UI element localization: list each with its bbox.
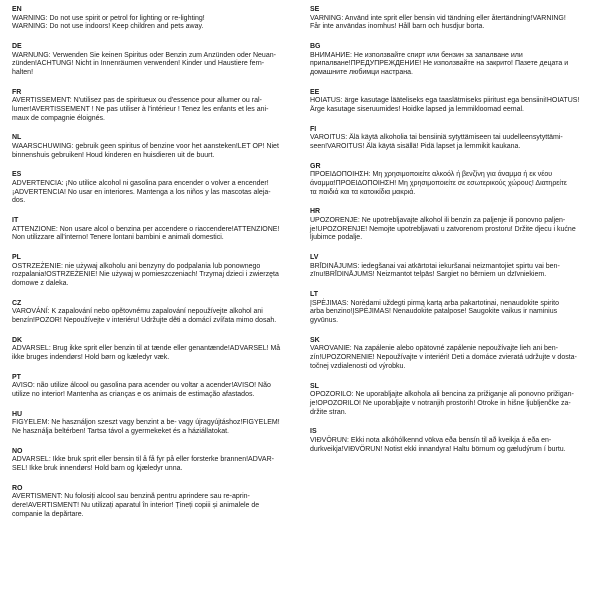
lang-code: SE [310,6,320,13]
right-column [310,6,592,600]
warning-text: BRĪDINĀJUMS: iedegšanai vai atkārtotai iekuršanai neizmantojiet spirtu vai ben- zīnu!BRĪDINĀJUMS! Neizmantot telpās! Sargiet no bērniem un dzīvniekiem. [310,262,560,279]
lang-code: LV [310,254,319,262]
lang-code: DK [12,336,23,344]
lang-code: BG [310,43,321,50]
lang-code: PL [12,254,21,262]
lang-code: RO [12,484,23,492]
lang-block-sl [310,383,592,429]
lang-block-hu [12,411,292,448]
lang-block-se [310,6,592,43]
lang-code: PT [12,373,21,381]
warning-text: ΠΡΟΕΙΔΟΠΟΙΗΣΗ: Μη χρησιμοποιείτε αλκοόλ ή βενζίνη για άναμμα ή εκ νέου άναμμα!ΠΡΟΕΙΔΟΠΟΙΗΣΗ! Μη χρησιμοποιείτε σε εσωτερικούς χώρους! Διατηρείτε τα παιδιά και τα κατοικίδια μακριά. [310,171,567,196]
lang-block-bg [310,43,592,89]
lang-code: LT [310,291,319,299]
warning-text: AVISO: não utilize álcool ou gasolina para acender ou voltar a acender!AVISO! Não utilize no interior! Mantenha as crianças e os animais de estimação afastados. [12,382,271,399]
warning-text: ВНИМАНИЕ: Не използвайте спирт или бензин за запалване или припалване!ПРЕДУПРЕЖДЕНИЕ! Не използвайте на закрито! Пазете децата и домашните любимци настрана. [310,51,569,76]
warning-text: VAROVÁNÍ: K zapalování nebo opětovnému zapalování nepoužívejte alkohol ani benzín!POZOR! Nepoužívejte v interiéru! Udržujte děti a domácí zvířata mimo dosah. [12,308,277,325]
lang-block-es [12,171,292,217]
warning-text: AVERTISMENT: Nu folosiți alcool sau benzină pentru aprindere sau re-aprin- dere!AVERTISMENT! Nu utilizați aparatul în interior! Țineți copiii și animalele de companie la depărtare. [12,493,260,518]
warning-text: VARNING: Använd inte sprit eller bensin vid tändning eller återtändning!VARNING! Får inte användas inomhus! Håll barn och husdjur borta. [310,14,566,31]
warning-text: AVERTISSEMENT: N'utilisez pas de spiritueux ou d'essence pour allumer ou ral- lumer!AVERTISSEMENT ! Ne pas utiliser à l'intérieur ! Tenez les enfants et les ani- maux de compagnie éloignés. [12,97,269,122]
warning-text: ADVERTENCIA: ¡No utilice alcohol ni gasolina para encender o volver a encender! ¡ADVERTENCIA! No usar en interiores. Mantenga a los niños y las mascotas aleja- dos. [12,180,271,205]
warning-text: WARNING: Do not use spirit or petrol for lighting or re-lighting! WARNING: Do not use indoors! Keep children and pets away. [12,14,205,31]
lang-block-gr [310,163,592,209]
lang-block-fr [12,89,292,135]
lang-block-en [12,6,292,43]
lang-code: GR [310,162,321,170]
warning-text: OSTRZEŻENIE: nie używaj alkoholu ani benzyny do podpalania lub ponownego rozpalania!OSTRZEŻENIE! Nie używaj w pomieszczeniach! Trzymaj dzieci i zwierzęta domowe z daleka. [12,262,279,288]
lang-code: EE [310,88,320,96]
lang-code: FI [310,125,317,133]
lang-code: DE [12,43,22,50]
lang-block-fi [310,126,592,163]
warning-text: ADVARSEL: Ikke bruk sprit eller bensin til å få fyr på eller forsterke brannen!ADVAR- SEL! Ikke bruk innendørs! Hold barn og kjæledyr unna. [12,456,274,473]
warning-text: HOIATUS: ärge kasutage lääteliseks ega taaslätmiseks piiritust ega bensiini!HOIATUS! Ärge kasutage siseruumides! Hoidke lapsed ja lemmikloomad eemal. [310,97,580,113]
lang-code: CZ [12,299,22,307]
lang-block-nl [12,134,292,171]
warning-text: VAROITUS: Älä käytä alkoholia tai bensiiniä sytyttämiseen tai uudelleensytyttämi- seen!VAROITUS! Älä käytä sisällä! Pidä lapset ja lemmikit kaukana. [310,134,563,150]
lang-code: IT [12,217,19,225]
lang-block-lv [310,254,592,291]
lang-block-dk [12,337,292,374]
warning-text: VAROVANIE: Na zapálenie alebo opätovné zapálenie nepoužívajte lieh ani ben- zín!UPOZORNENIE! Nepoužívajte v interiéri! Deti a domáce zvieratá udržujte v dosta- točnej vzdialenosti od výrobku. [310,345,577,370]
warning-text: WARNUNG: Verwenden Sie keinen Spiritus oder Benzin zum Anzünden oder Neuan- zünden!ACHTUNG! Nicht in Innenräumen verwenden! Kinder und Haustiere fern- halten! [12,51,276,76]
warning-text: VIÐVÖRUN: Ekki nota alkóhólkennd vökva eða bensín til að kveikja á eða en- durkveikja!VIÐVÖRUN! Notist ekki innandyra! Haltu börnum og gæludýrum í burtu. [310,436,566,453]
warning-text: OPOZORILO: Ne uporabljajte alkohola ali bencina za prižiganje ali ponovno prižigan- je!OPOZORILO! Ne uporabljajte v notranjih prostorih! Otroke in hišne ljubljenčke za- držite stran. [310,391,574,416]
warning-text: ADVARSEL: Brug ikke sprit eller benzin til at tænde eller genantænde!ADVARSEL! Må ikke bruges indendørs! Hold børn og kæledyr væk. [12,345,281,362]
lang-block-ee [310,89,592,126]
lang-code: IS [310,428,317,436]
lang-code: EN [12,6,22,13]
lang-block-ro [12,485,292,531]
warning-text: WAARSCHUWING: gebruik geen spiritus of benzine voor het aansteken!LET OP! Niet binnenshuis gebruiken! Houd kinderen en huisdieren uit de buurt. [12,143,279,159]
lang-code: ES [12,171,22,179]
lang-block-cz [12,300,292,337]
lang-block-sk [310,337,592,383]
lang-block-it [12,217,292,254]
lang-block-de [12,43,292,89]
lang-code: FR [12,88,22,96]
lang-block-pl [12,254,292,300]
warning-text: ĮSPĖJIMAS: Norėdami uždegti pirmą kartą arba pakartotinai, nenaudokite spirito arba benzino!ĮSPĖJIMAS! Nenaudokite patalpose! Saugokite vaikus ir naminius gyvūnus. [310,299,560,325]
lang-code: NO [12,447,23,455]
lang-code: HR [310,208,321,216]
lang-block-hr [310,208,592,254]
lang-code: NL [12,134,22,142]
lang-block-pt [12,374,292,411]
warning-text: FIGYELEM: Ne használjon szeszt vagy benzint a be- vagy újragyújtáshoz!FIGYELEM! Ne használja beltérben! Tartsa távol a gyermekeket és a háziállatokat. [12,419,280,436]
left-column [12,6,292,600]
lang-code: HU [12,410,23,418]
lang-code: SL [310,382,319,390]
lang-block-is [310,428,592,465]
warning-text: UPOZORENJE: Ne upotrebljavajte alkohol ili benzin za paljenje ili ponovno paljen- je!UPOZORENJE! Nemojte upotrebljavati u zatvorenom prostoru! Držite djecu i kućne ljubimce podalje. [310,217,576,242]
lang-block-lt [310,291,592,337]
lang-code: SK [310,336,320,344]
lang-block-no [12,448,292,485]
warning-text: ATTENZIONE: Non usare alcol o benzina per accendere o riaccendere!ATTENZIONE! Non utilizzare all'interno! Tenere lontani bambini e animali domestici. [12,225,280,242]
